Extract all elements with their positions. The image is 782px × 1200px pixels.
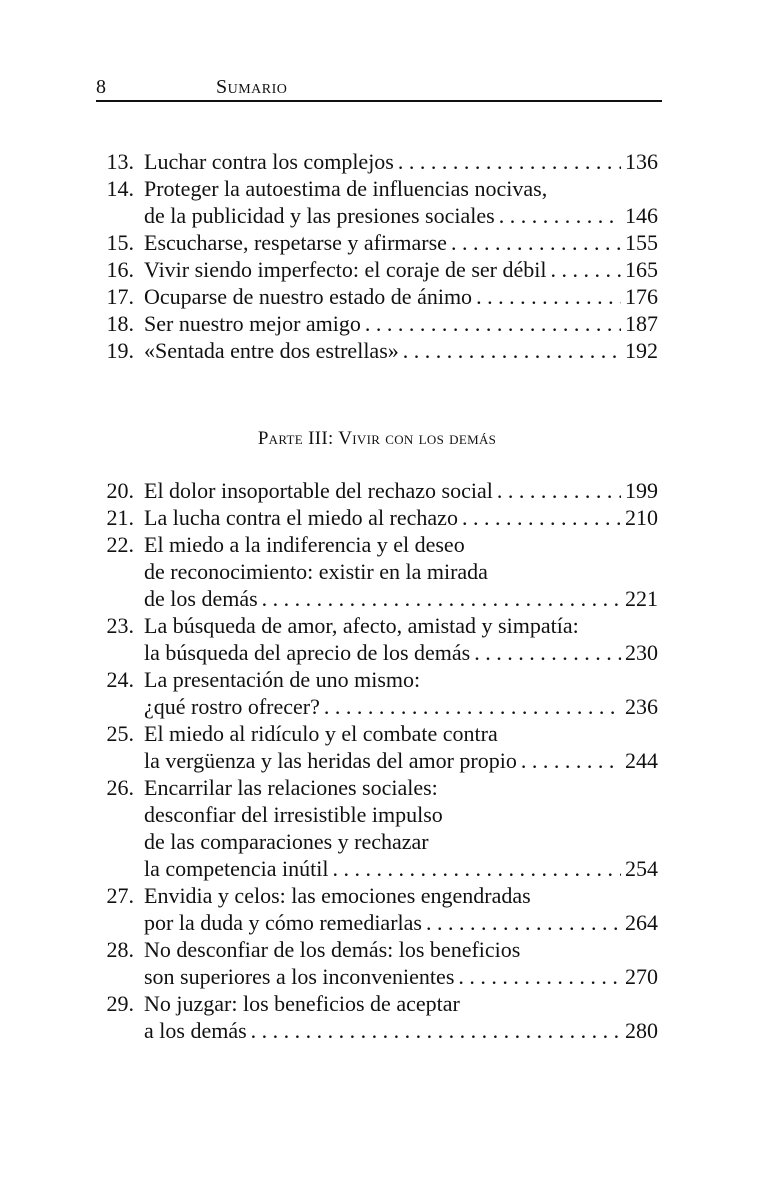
toc-entry[interactable] <box>96 612 658 666</box>
toc-entry-number: 22. <box>106 532 134 557</box>
toc-entry-text-wrap <box>144 283 658 310</box>
toc-page-number: 176 <box>625 284 658 309</box>
toc-entry-title: La presentación de uno mismo: <box>144 667 421 692</box>
toc-entry-title: de reconocimiento: existir en la mirada <box>144 559 488 584</box>
dot-leader <box>333 855 622 882</box>
toc-entry-title: de las comparaciones y rechazar <box>144 829 429 854</box>
toc-entry-line <box>96 283 658 310</box>
toc-entry-text-wrap <box>144 256 658 283</box>
toc-entry-title: La búsqueda de amor, afecto, amistad y simpatía: <box>144 613 579 638</box>
toc-entry-number: 18. <box>106 311 134 336</box>
toc-entry[interactable] <box>96 283 658 310</box>
toc-entry-text-wrap <box>144 990 658 1017</box>
toc-entry-number: 20. <box>106 478 134 503</box>
toc-page-number: 270 <box>625 964 658 989</box>
toc-entry-title: El dolor insoportable del rechazo social <box>144 478 493 503</box>
toc-page-number: 280 <box>625 1018 658 1043</box>
running-title: Sumario <box>216 76 288 98</box>
toc-entry-line <box>96 175 658 202</box>
toc-entry-title: desconfiar del irresistible impulso <box>144 802 443 827</box>
toc-entry[interactable] <box>96 504 658 531</box>
part-heading: Parte III: Vivir con los demás <box>257 428 497 449</box>
toc-entry-text-wrap <box>144 310 658 337</box>
toc-entry-line <box>96 585 658 612</box>
toc-entry-number: 24. <box>106 667 134 692</box>
toc-entry-title: la búsqueda del aprecio de los demás <box>144 640 471 665</box>
toc-entry-line <box>96 666 658 693</box>
toc-entry-line <box>96 747 658 774</box>
toc-entry[interactable] <box>96 720 658 774</box>
toc-entry-text-wrap <box>144 175 658 202</box>
toc-entry-number: 27. <box>106 883 134 908</box>
toc-entry-number: 19. <box>106 338 134 363</box>
toc-entry-line <box>96 720 658 747</box>
toc-entry-number: 28. <box>106 937 134 962</box>
toc-page-number: 221 <box>625 586 658 611</box>
toc-entry[interactable] <box>96 337 658 364</box>
toc-entry-text-wrap <box>144 1017 658 1044</box>
toc-entry-line <box>96 936 658 963</box>
toc-entry[interactable] <box>96 666 658 720</box>
dot-leader <box>451 229 621 256</box>
toc-entry-number: 14. <box>106 176 134 201</box>
toc-entry-text-wrap <box>144 585 658 612</box>
toc-page-number: 155 <box>625 230 658 255</box>
toc-entry-text-wrap <box>144 828 658 855</box>
toc-entry-title: Envidia y celos: las emociones engendradas <box>144 883 531 908</box>
toc-page-number: 254 <box>625 856 658 881</box>
toc-entry-line <box>96 909 658 936</box>
toc-entry-text-wrap <box>144 504 658 531</box>
dot-leader <box>476 283 621 310</box>
toc-entry-title: de los demás <box>144 586 258 611</box>
toc-entry-title: Vivir siendo imperfecto: el coraje de ser débil <box>144 257 547 282</box>
toc-page-number: 136 <box>625 149 658 174</box>
toc-entry-line <box>96 612 658 639</box>
toc-entry-title: Encarrilar las relaciones sociales: <box>144 775 438 800</box>
toc-page-number: 187 <box>625 311 658 336</box>
toc-entry[interactable] <box>96 477 658 504</box>
toc-entry-text-wrap <box>144 801 658 828</box>
toc-entry-line <box>96 531 658 558</box>
dot-leader <box>403 337 621 364</box>
toc-entry-title: El miedo a la indiferencia y el deseo <box>144 532 465 557</box>
toc-entry-line <box>96 990 658 1017</box>
toc-entry-text-wrap <box>144 148 658 175</box>
toc-entry-line <box>96 310 658 337</box>
toc-entry-title: La lucha contra el miedo al rechazo <box>144 505 458 530</box>
toc-entry-line <box>96 256 658 283</box>
toc-entry-title: Ocuparse de nuestro estado de ánimo <box>144 284 473 309</box>
page-number: 8 <box>96 76 106 98</box>
toc-entry-title: Ser nuestro mejor amigo <box>144 311 361 336</box>
toc-page-number: 244 <box>625 748 658 773</box>
toc-entry[interactable] <box>96 531 658 612</box>
toc-entry[interactable] <box>96 310 658 337</box>
toc-entry-title: por la duda y cómo remediarlas <box>144 910 422 935</box>
toc-entry[interactable] <box>96 936 658 990</box>
toc-entry[interactable] <box>96 990 658 1044</box>
dot-leader <box>550 256 621 283</box>
dot-leader <box>426 909 621 936</box>
toc-entry-title: El miedo al ridículo y el combate contra <box>144 721 498 746</box>
toc-entry[interactable] <box>96 175 658 229</box>
toc-entry-line <box>96 337 658 364</box>
dot-leader <box>251 1017 621 1044</box>
toc-entry[interactable] <box>96 229 658 256</box>
toc-entry-number: 25. <box>106 721 134 746</box>
toc-entry-number: 13. <box>106 149 134 174</box>
toc-entry-title: a los demás <box>144 1018 247 1043</box>
dot-leader <box>458 963 621 990</box>
toc-entry-line <box>96 882 658 909</box>
toc-entry-line <box>96 504 658 531</box>
dot-leader <box>521 747 621 774</box>
toc-entry[interactable] <box>96 148 658 175</box>
toc-page-number: 264 <box>625 910 658 935</box>
toc-entry-title: la competencia inútil <box>144 856 329 881</box>
toc-page-number: 146 <box>625 203 658 228</box>
dot-leader <box>365 310 621 337</box>
toc-section-part-2 <box>96 148 658 364</box>
dot-leader <box>324 693 621 720</box>
toc-entry-text-wrap <box>144 337 658 364</box>
toc-entry-line <box>96 639 658 666</box>
toc-entry-title: «Sentada entre dos estrellas» <box>144 338 399 363</box>
toc-entry-text-wrap <box>144 774 658 801</box>
toc-entry-text-wrap <box>144 666 658 693</box>
toc-entry-title: de la publicidad y las presiones sociales <box>144 203 495 228</box>
toc-entry-line <box>96 693 658 720</box>
running-head <box>96 74 662 100</box>
toc-entry-line <box>96 202 658 229</box>
toc-entry-line <box>96 148 658 175</box>
toc-entry-line <box>96 229 658 256</box>
toc-entry-number: 23. <box>106 613 134 638</box>
toc-entry-line <box>96 828 658 855</box>
toc-page-number: 230 <box>625 640 658 665</box>
toc-entry-text-wrap <box>144 531 658 558</box>
dot-leader <box>497 477 621 504</box>
dot-leader <box>474 639 621 666</box>
toc-entry-line <box>96 855 658 882</box>
toc-entry-text-wrap <box>144 612 658 639</box>
toc-entry-number: 16. <box>106 257 134 282</box>
toc-entry[interactable] <box>96 256 658 283</box>
toc-entry-line <box>96 963 658 990</box>
toc-entry-text-wrap <box>144 477 658 504</box>
toc-entry-number: 26. <box>106 775 134 800</box>
toc-entry-text-wrap <box>144 229 658 256</box>
toc-page-number: 165 <box>625 257 658 282</box>
toc-entry-text-wrap <box>144 936 658 963</box>
toc-entry-title: la vergüenza y las heridas del amor propio <box>144 748 517 773</box>
toc-entry-text-wrap <box>144 855 658 882</box>
toc-entry-line <box>96 801 658 828</box>
toc-section-part-3 <box>96 477 658 1044</box>
toc-entry-title: son superiores a los inconvenientes <box>144 964 455 989</box>
dot-leader <box>262 585 621 612</box>
toc-entry-number: 29. <box>106 991 134 1016</box>
toc-entry-text-wrap <box>144 639 658 666</box>
toc-entry-number: 15. <box>106 230 134 255</box>
toc-page-number: 236 <box>625 694 658 719</box>
toc-entry-number: 17. <box>106 284 134 309</box>
dot-leader <box>462 504 621 531</box>
toc-page-number: 199 <box>625 478 658 503</box>
toc-entry-text-wrap <box>144 909 658 936</box>
toc-entry-title: No desconfiar de los demás: los beneficios <box>144 937 521 962</box>
dot-leader <box>398 148 621 175</box>
toc-entry-title: Proteger la autoestima de influencias nocivas, <box>144 176 548 201</box>
toc-entry-text-wrap <box>144 882 658 909</box>
toc-page-number: 192 <box>625 338 658 363</box>
toc-entry-text-wrap <box>144 693 658 720</box>
dot-leader <box>499 202 621 229</box>
toc-entry-text-wrap <box>144 558 658 585</box>
toc-entry-line <box>96 1017 658 1044</box>
toc-entry-number: 21. <box>106 505 134 530</box>
toc-entry-line <box>96 774 658 801</box>
header-rule <box>96 100 662 102</box>
toc-entry-line <box>96 558 658 585</box>
toc-entry-text-wrap <box>144 963 658 990</box>
toc-page-number: 210 <box>625 505 658 530</box>
toc-entry-title: ¿qué rostro ofrecer? <box>144 694 320 719</box>
toc-entry-line <box>96 477 658 504</box>
toc-entry[interactable] <box>96 882 658 936</box>
toc-entry-text-wrap <box>144 202 658 229</box>
toc-entry-text-wrap <box>144 747 658 774</box>
toc-entry-text-wrap <box>144 720 658 747</box>
toc-entry-title: Escucharse, respetarse y afirmarse <box>144 230 447 255</box>
toc-entry-title: Luchar contra los complejos <box>144 149 394 174</box>
toc-entry[interactable] <box>96 774 658 882</box>
toc-entry-title: No juzgar: los beneficios de aceptar <box>144 991 460 1016</box>
